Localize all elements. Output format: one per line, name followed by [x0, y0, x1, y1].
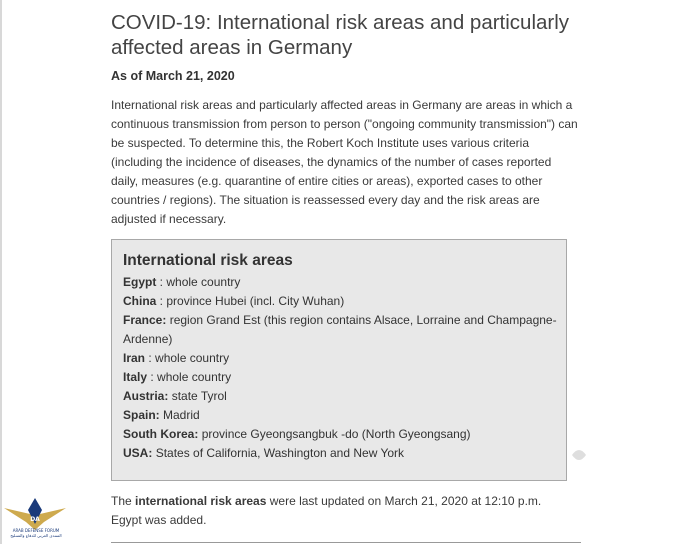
risk-area-country: South Korea:	[123, 427, 199, 441]
page-left-border	[0, 0, 2, 544]
risk-area-separator: :	[156, 294, 167, 308]
risk-area-item	[123, 349, 566, 368]
risk-areas-list	[123, 273, 566, 463]
risk-area-item	[123, 368, 566, 387]
update-note	[111, 492, 581, 530]
risk-area-detail: whole country	[155, 351, 230, 365]
logo-caption-en: ARAB DEFENSE FORUM	[12, 528, 60, 533]
logo-caption-ar: المنتدى العربي للدفاع والتسليح	[10, 533, 62, 538]
risk-area-detail: region Grand Est (this region contains Alsace, Lorraine and Champagne-Ardenne)	[123, 313, 557, 346]
risk-area-detail: whole country	[166, 275, 241, 289]
intro-paragraph: International risk areas and particularly affected areas in Germany are areas in which a continuous transmission from person to person ("ongoing community transmission") can be suspected. To determine this, the Robert Koch Institute uses various criteria (including the incidence of diseases, the dynamics of the number of cases reported daily, measures (e.g. quarantine of entire cities or areas), exported cases to other countries / regions). The situation is reassessed every day and the risk areas are adjusted if necessary.	[111, 98, 578, 226]
update-change: Egypt was added.	[111, 513, 207, 527]
risk-area-separator: :	[145, 351, 156, 365]
risk-area-separator: :	[156, 275, 167, 289]
watermark-mark	[568, 443, 590, 467]
risk-area-country: Spain:	[123, 408, 160, 422]
risk-area-item	[123, 387, 566, 406]
page-title: COVID-19: International risk areas and particularly affected areas in Germany	[111, 11, 570, 59]
risk-area-item	[123, 444, 566, 463]
risk-area-item	[123, 292, 566, 311]
risk-area-detail: whole country	[157, 370, 232, 384]
logo-caption	[2, 528, 70, 538]
as-of-date: As of March 21, 2020	[111, 69, 235, 83]
update-suffix: were last updated on March 21, 2020 at 12:10 p.m.	[266, 494, 542, 508]
risk-area-detail: Madrid	[163, 408, 200, 422]
risk-area-item	[123, 425, 566, 444]
risk-area-separator: :	[147, 370, 158, 384]
risk-area-item	[123, 406, 566, 425]
risk-areas-box	[111, 239, 567, 481]
risk-area-country: Austria:	[123, 389, 169, 403]
risk-area-country: China	[123, 294, 157, 308]
risk-area-item	[123, 273, 566, 292]
risk-area-item	[123, 311, 566, 349]
update-prefix: The	[111, 494, 136, 508]
risk-area-country: Italy	[123, 370, 148, 384]
risk-area-country: Egypt	[123, 275, 157, 289]
risk-area-country: Iran	[123, 351, 146, 365]
risk-area-detail: States of California, Washington and New York	[155, 446, 405, 460]
risk-area-country: USA:	[123, 446, 153, 460]
risk-areas-heading: International risk areas	[123, 252, 293, 269]
update-bold-link: international risk areas	[135, 494, 267, 508]
risk-area-detail: state Tyrol	[171, 389, 227, 403]
risk-area-country: France:	[123, 313, 167, 327]
article	[111, 10, 581, 530]
bottom-divider	[111, 542, 581, 543]
risk-area-detail: province Gyeongsangbuk -do (North Gyeongsang)	[201, 427, 471, 441]
risk-area-detail: province Hubei (incl. City Wuhan)	[166, 294, 345, 308]
update-line	[111, 492, 581, 511]
logo-badge: DA	[30, 516, 40, 523]
